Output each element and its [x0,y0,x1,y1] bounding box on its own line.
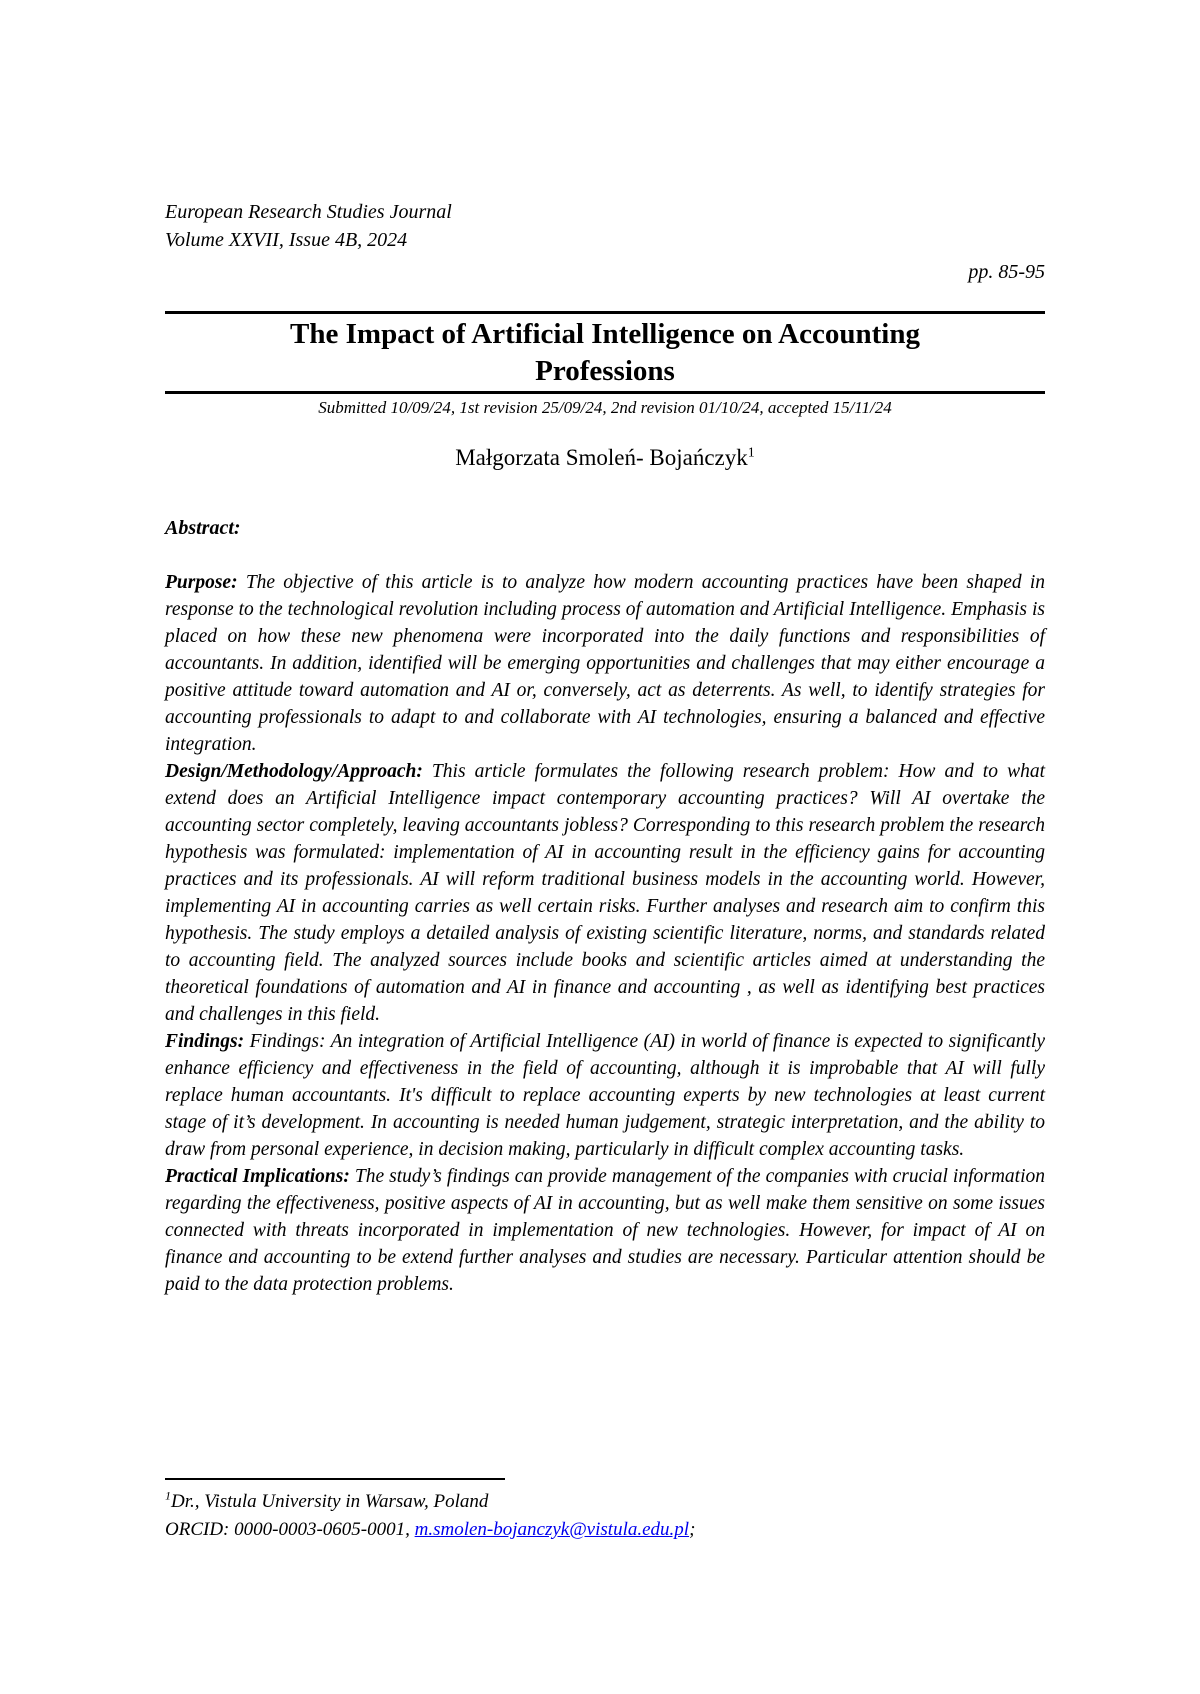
title-line-2: Professions [535,355,675,387]
methodology-text: This article formulates the following research problem: How and to what extend does an Artificial Intelligence impact contemporary accounting practices? Will AI overtake the accounting sector completely, leaving accountants jobless? Corresponding to this research problem the research hypothesis was formulated: implementation of AI in accounting result in the efficiency gains for accounting practices and its professionals. AI will reform traditional business models in the accounting world. However, implementing AI in accounting carries as well certain risks. Further analyses and research aim to confirm this hypothesis. The study employs a detailed analysis of existing scientific literature, norms, and standards related to accounting field. The analyzed sources include books and scientific articles aimed at understanding the theoretical foundations of automation and AI in finance and accounting , as well as identifying best practices and challenges in this field. [165,761,1045,1025]
footnote-trailing: ; [689,1519,696,1540]
orcid-text: ORCID: 0000-0003-0605-0001, [165,1519,415,1540]
abstract-purpose [165,569,1045,758]
title-bottom-rule [165,391,1045,394]
abstract-heading: Abstract: [165,517,241,539]
implications-label: Practical Implications: [165,1166,350,1187]
footnote-mark: 1 [165,1488,171,1503]
article-title [165,316,1045,390]
author-name: Małgorzata Smoleń- Bojańczyk [455,445,748,470]
footnote-separator [165,1478,505,1480]
journal-header [165,198,452,254]
abstract-implications [165,1163,1045,1298]
page-range: pp. 85-95 [968,261,1045,283]
implications-text: The study’s findings can provide management of the companies with crucial information regarding the effectiveness, positive aspects of AI in accounting, but as well make them sensitive on some issues connected with threats incorporated in implementation of new technologies. However, for impact of AI on finance and accounting to be extend further analyses and studies are necessary. Particular attention should be paid to the data protection problems. [165,1166,1045,1295]
volume-issue: Volume XXVII, Issue 4B, 2024 [165,229,408,251]
methodology-label: Design/Methodology/Approach: [165,761,423,782]
abstract-body [165,569,1045,1298]
purpose-text: The objective of this article is to analyze how modern accounting practices have been shaped in response to the technological revolution including process of automation and Artificial Intelligence. Emphasis is placed on how these new phenomena were incorporated into the daily functions and responsibilities of accountants. In addition, identified will be emerging opportunities and challenges that may either encourage a positive attitude toward automation and AI or, conversely, act as deterrents. As well, to identify strategies for accounting professionals to adapt to and collaborate with AI technologies, ensuring a balanced and effective integration. [165,572,1045,755]
author-line [165,443,1045,473]
footnote-affiliation: Dr., Vistula University in Warsaw, Poland [171,1491,489,1512]
title-top-rule [165,311,1045,314]
author-email-link[interactable]: m.smolen-bojanczyk@vistula.edu.pl [414,1519,690,1540]
abstract-methodology [165,758,1045,1028]
footnote [165,1488,1045,1544]
footnote-affiliation-line [165,1488,1045,1516]
author-footnote-mark: 1 [747,445,755,461]
paper-page [165,0,1045,1694]
abstract-findings [165,1028,1045,1163]
purpose-label: Purpose: [165,572,238,593]
title-line-1: The Impact of Artificial Intelligence on Accounting [290,318,920,350]
findings-label: Findings: [165,1031,245,1052]
journal-name: European Research Studies Journal [165,201,452,223]
footnote-orcid-line [165,1516,1045,1544]
findings-text: Findings: An integration of Artificial Intelligence (AI) in world of finance is expected to significantly enhance efficiency and effectiveness in the field of accounting, although it is improbable that AI will fully replace human accountants. It's difficult to replace accounting experts by new technologies at least current stage of it’s development. In accounting is needed human judgement, strategic interpretation, and the ability to draw from personal experience, in decision making, particularly in difficult complex accounting tasks. [165,1031,1045,1160]
submission-history: Submitted 10/09/24, 1st revision 25/09/24, 2nd revision 01/10/24, accepted 15/11/24 [318,398,892,417]
